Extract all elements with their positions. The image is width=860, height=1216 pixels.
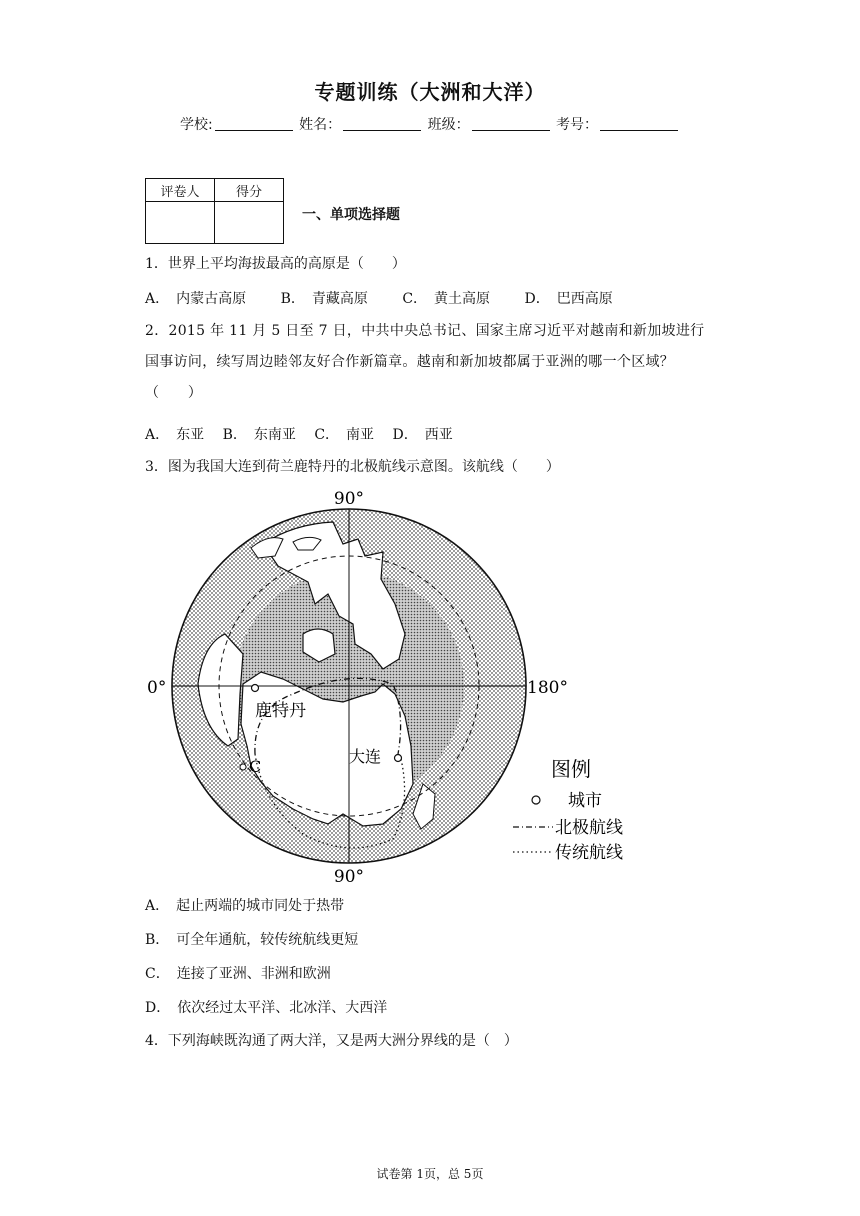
name-label: 姓名：	[299, 117, 342, 133]
question-2-stem	[145, 316, 725, 409]
q2-line-2: 国事访问，续写周边睦邻友好合作新篇章。越南和新加坡都属于亚洲的哪一个区域？	[145, 354, 675, 370]
q2-line-3: （ ）	[145, 385, 203, 401]
question-1-options	[145, 288, 643, 308]
student-info-line	[0, 114, 860, 134]
question-3-stem: 3．图为我国大连到荷兰鹿特丹的北极航线示意图。该航线（ ）	[145, 459, 560, 475]
q3-option-b[interactable]: B． 可全年通航，较传统航线更短	[145, 932, 359, 948]
school-blank[interactable]	[215, 118, 293, 131]
grader-header: 评卷人	[146, 179, 215, 202]
question-2-options	[145, 424, 467, 444]
label-dalian: 大连	[349, 747, 382, 766]
q3-option-c[interactable]: C． 连接了亚洲、非洲和欧洲	[145, 966, 331, 982]
q2-option-c[interactable]: C． 南亚	[314, 427, 375, 443]
page-footer: 试卷第 1页，总 5页	[376, 1167, 484, 1181]
city-marker	[240, 764, 246, 770]
class-blank[interactable]	[472, 118, 550, 131]
rotterdam-city-marker	[252, 685, 259, 692]
label-right-180: 180°	[527, 678, 568, 698]
score-header: 得分	[215, 179, 284, 202]
page-title: 专题训练（大洲和大洋）	[314, 80, 546, 104]
label-bottom-90: 90°	[333, 867, 365, 884]
q1-option-c[interactable]: C． 黄土高原	[402, 291, 491, 307]
q1-option-d[interactable]: D． 巴西高原	[524, 291, 613, 307]
map-legend	[513, 757, 623, 863]
legend-arctic-label: 北极航线	[555, 818, 623, 838]
number-label: 考号：	[556, 117, 599, 133]
q3-option-d[interactable]: D． 依次经过太平洋、北冰洋、大西洋	[145, 1000, 388, 1016]
label-left-0: 0°	[147, 678, 167, 698]
label-rotterdam: 鹿特丹	[255, 701, 306, 721]
q2-option-b[interactable]: B． 东南亚	[222, 427, 296, 443]
legend-traditional-label: 传统航线	[555, 843, 623, 863]
score-table	[145, 178, 284, 244]
q2-option-d[interactable]: D． 西亚	[392, 427, 453, 443]
legend-title: 图例	[551, 757, 591, 781]
question-4-stem: 4．下列海峡既沟通了两大洋，又是两大洲分界线的是（ ）	[145, 1033, 518, 1049]
q2-line-1: 2．2015 年 11 月 5 日至 7 日，中共中央总书记、国家主席习近平对越南和新加坡进行	[145, 323, 705, 339]
class-label: 班级：	[427, 117, 470, 133]
label-c: C	[249, 757, 262, 776]
section-heading: 一、单项选择题	[302, 207, 400, 223]
q1-option-b[interactable]: B． 青藏高原	[280, 291, 368, 307]
question-1-stem: 1．世界上平均海拔最高的高原是（ ）	[145, 256, 406, 272]
legend-city-symbol	[532, 796, 540, 804]
dalian-city-marker	[395, 755, 402, 762]
legend-city-label: 城市	[568, 791, 602, 811]
number-blank[interactable]	[600, 118, 678, 131]
school-label: 学校:	[179, 117, 213, 133]
label-top-90: 90°	[333, 489, 365, 509]
grader-cell[interactable]	[146, 202, 215, 244]
q3-option-a[interactable]: A． 起止两端的城市同处于热带	[145, 898, 345, 914]
q2-option-a[interactable]: A． 东亚	[145, 427, 205, 443]
arctic-route-map	[143, 484, 653, 884]
q1-option-a[interactable]: A． 内蒙古高原	[145, 291, 247, 307]
score-cell[interactable]	[215, 202, 284, 244]
name-blank[interactable]	[343, 118, 421, 131]
